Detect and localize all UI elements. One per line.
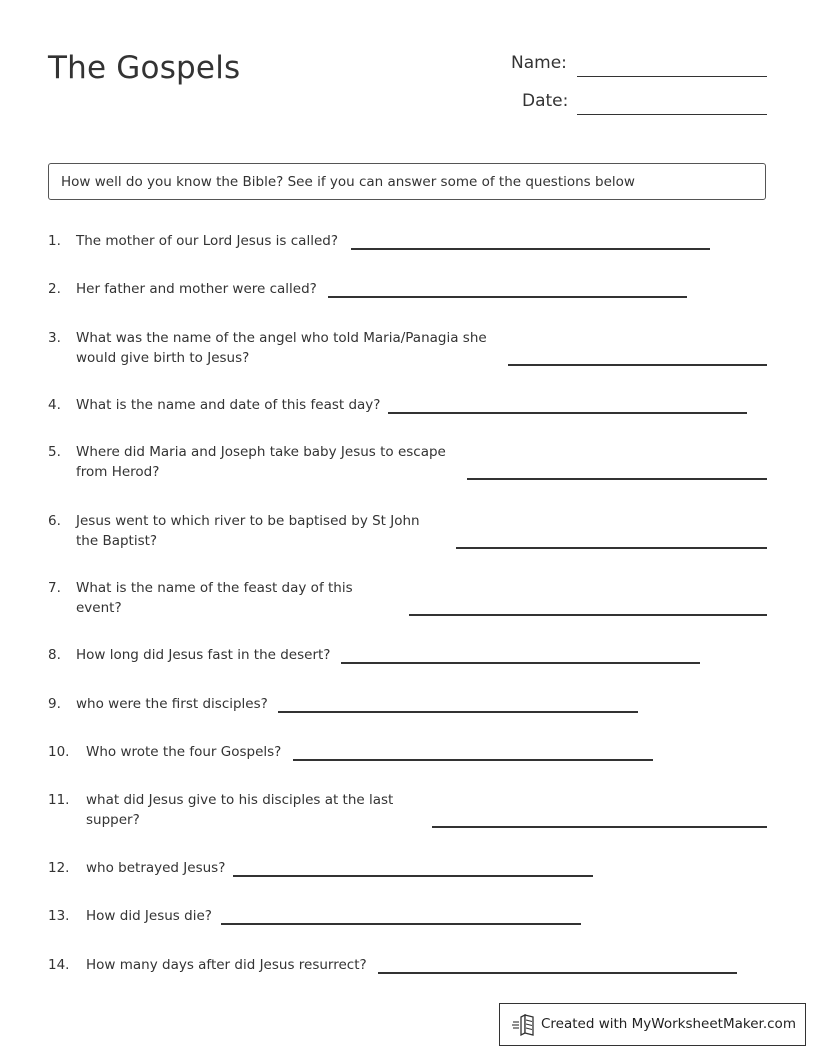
question-text: supper? [86, 812, 140, 828]
question-text: Where did Maria and Joseph take baby Jesus to escape [76, 444, 446, 460]
answer-line[interactable] [278, 711, 638, 713]
question-text: who were the first disciples? [76, 696, 268, 712]
answer-line[interactable] [388, 412, 747, 414]
answer-line[interactable] [233, 875, 593, 877]
question-text: What is the name and date of this feast day? [76, 397, 381, 413]
footer-text: Created with MyWorksheetMaker.com [541, 1016, 796, 1032]
question-number: 2. [48, 281, 61, 297]
question-number: 1. [48, 233, 61, 249]
question-text: event? [76, 600, 122, 616]
question-text: would give birth to Jesus? [76, 350, 250, 366]
page-title: The Gospels [48, 50, 241, 86]
answer-line[interactable] [432, 826, 767, 828]
question-text: from Herod? [76, 464, 160, 480]
question-text: who betrayed Jesus? [86, 860, 226, 876]
question-text: Who wrote the four Gospels? [86, 744, 282, 760]
name-label: Name: [511, 53, 567, 73]
answer-line[interactable] [351, 248, 710, 250]
question-number: 14. [48, 957, 70, 973]
question-text: What was the name of the angel who told Maria/Panagia she [76, 330, 487, 346]
question-text: the Baptist? [76, 533, 158, 549]
question-number: 5. [48, 444, 61, 460]
question-number: 10. [48, 744, 70, 760]
date-field-line[interactable] [577, 114, 767, 115]
question-number: 12. [48, 860, 70, 876]
answer-line[interactable] [293, 759, 653, 761]
question-text: What is the name of the feast day of this [76, 580, 353, 596]
answer-line[interactable] [221, 923, 581, 925]
intro-box: How well do you know the Bible? See if you can answer some of the questions below [48, 163, 766, 200]
date-label: Date: [522, 91, 569, 111]
question-text: How long did Jesus fast in the desert? [76, 647, 331, 663]
question-number: 4. [48, 397, 61, 413]
footer-badge [499, 1003, 806, 1046]
question-number: 11. [48, 792, 70, 808]
answer-line[interactable] [409, 614, 767, 616]
answer-line[interactable] [341, 662, 700, 664]
book-logo-icon [512, 1014, 536, 1036]
question-number: 13. [48, 908, 70, 924]
question-number: 7. [48, 580, 61, 596]
answer-line[interactable] [378, 972, 737, 974]
question-text: Her father and mother were called? [76, 281, 317, 297]
answer-line[interactable] [328, 296, 687, 298]
question-number: 3. [48, 330, 61, 346]
question-text: How many days after did Jesus resurrect? [86, 957, 367, 973]
question-number: 6. [48, 513, 61, 529]
answer-line[interactable] [508, 364, 767, 366]
answer-line[interactable] [456, 547, 767, 549]
name-field-line[interactable] [577, 76, 767, 77]
question-number: 9. [48, 696, 61, 712]
question-text: How did Jesus die? [86, 908, 212, 924]
question-text: Jesus went to which river to be baptised by St John [76, 513, 420, 529]
question-text: The mother of our Lord Jesus is called? [76, 233, 338, 249]
answer-line[interactable] [467, 478, 767, 480]
question-number: 8. [48, 647, 61, 663]
question-text: what did Jesus give to his disciples at the last [86, 792, 394, 808]
